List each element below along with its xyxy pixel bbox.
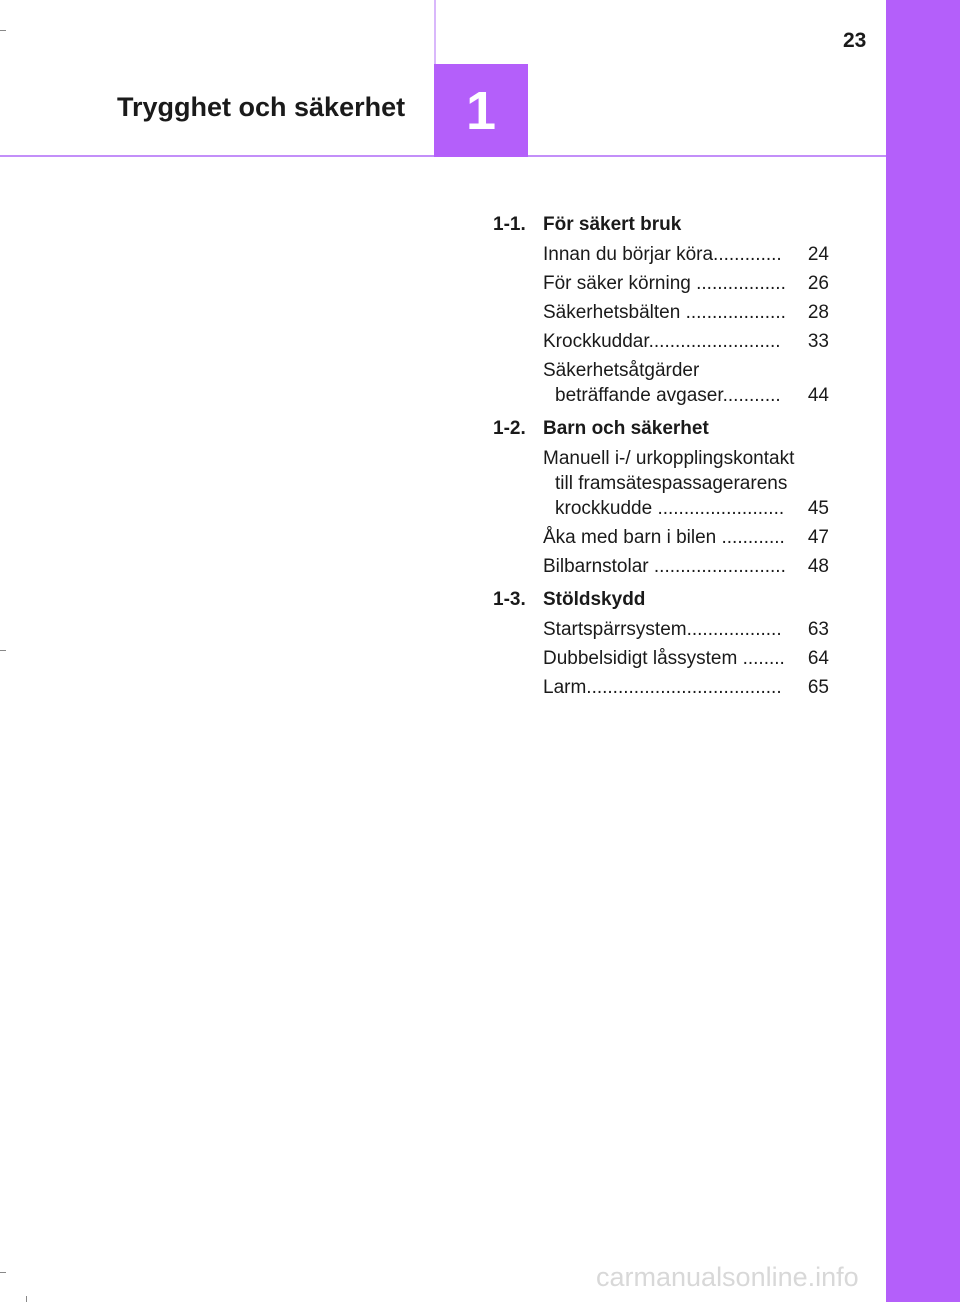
toc-entry[interactable] (543, 358, 829, 408)
toc-entry[interactable] (543, 271, 829, 296)
toc-entry-page: 45 (807, 498, 829, 519)
toc-entry-page: 26 (807, 273, 829, 294)
toc-entry-page: 44 (807, 385, 829, 406)
chapter-number: 1 (465, 80, 497, 141)
toc-entry[interactable] (543, 617, 829, 642)
header-vertical-divider (434, 0, 436, 64)
toc-section-heading[interactable] (493, 587, 829, 613)
watermark: carmanualsonline.info (596, 1262, 859, 1292)
toc-entry[interactable] (543, 525, 829, 550)
section-number: 1-2. (493, 418, 526, 439)
toc-entry-label: Larm..................................... (543, 677, 782, 698)
toc-entry-label: Krockkuddar......................... (543, 331, 781, 352)
toc-section (493, 587, 829, 700)
toc-entry-page: 65 (807, 677, 829, 698)
toc-entry[interactable] (543, 646, 829, 671)
toc-entry-page: 63 (807, 619, 829, 640)
toc-entry-page: 24 (807, 244, 829, 265)
toc-section-heading[interactable] (493, 212, 829, 238)
page-number: 23 (843, 29, 867, 52)
toc-entry-label: Säkerhetsåtgärder beträffande avgaser........... (543, 360, 781, 406)
table-of-contents (493, 212, 829, 708)
toc-entry-page: 33 (807, 331, 829, 352)
chapter-title: Trygghet och säkerhet (117, 92, 406, 122)
section-title: För säkert bruk (543, 214, 682, 235)
toc-entry[interactable] (543, 675, 829, 700)
toc-entry[interactable] (543, 300, 829, 325)
toc-entry-page: 47 (807, 527, 829, 548)
toc-entry-page: 28 (807, 302, 829, 323)
crop-mark (0, 1272, 6, 1273)
toc-entry[interactable] (543, 242, 829, 267)
chapter-side-tab (886, 0, 960, 1302)
toc-entry-label: Bilbarnstolar ......................... (543, 556, 786, 577)
toc-section-heading[interactable] (493, 416, 829, 442)
toc-entry[interactable] (543, 446, 829, 521)
crop-mark (26, 1296, 27, 1302)
toc-entry-label: Startspärrsystem.................. (543, 619, 782, 640)
section-title: Barn och säkerhet (543, 418, 709, 439)
toc-section (493, 416, 829, 579)
toc-entry-label: Innan du börjar köra............. (543, 244, 782, 265)
toc-section (493, 212, 829, 408)
section-number: 1-1. (493, 214, 526, 235)
toc-entry-label: För säker körning ................. (543, 273, 786, 294)
toc-entry[interactable] (543, 329, 829, 354)
crop-mark (0, 650, 6, 651)
toc-entry-label: Åka med barn i bilen ............ (543, 527, 785, 548)
toc-entry-label: Dubbelsidigt låssystem ........ (543, 648, 785, 669)
section-title: Stöldskydd (543, 589, 646, 610)
toc-entry-page: 48 (807, 556, 829, 577)
toc-entry-label: Manuell i-/ urkopplingskontakt till framsätespassagerarens krockkudde ........................ (543, 448, 795, 519)
chapter-number-box (434, 64, 528, 157)
section-number: 1-3. (493, 589, 526, 610)
toc-entry[interactable] (543, 554, 829, 579)
toc-entry-label: Säkerhetsbälten ................... (543, 302, 786, 323)
toc-entry-page: 64 (807, 648, 829, 669)
crop-mark (0, 30, 6, 31)
